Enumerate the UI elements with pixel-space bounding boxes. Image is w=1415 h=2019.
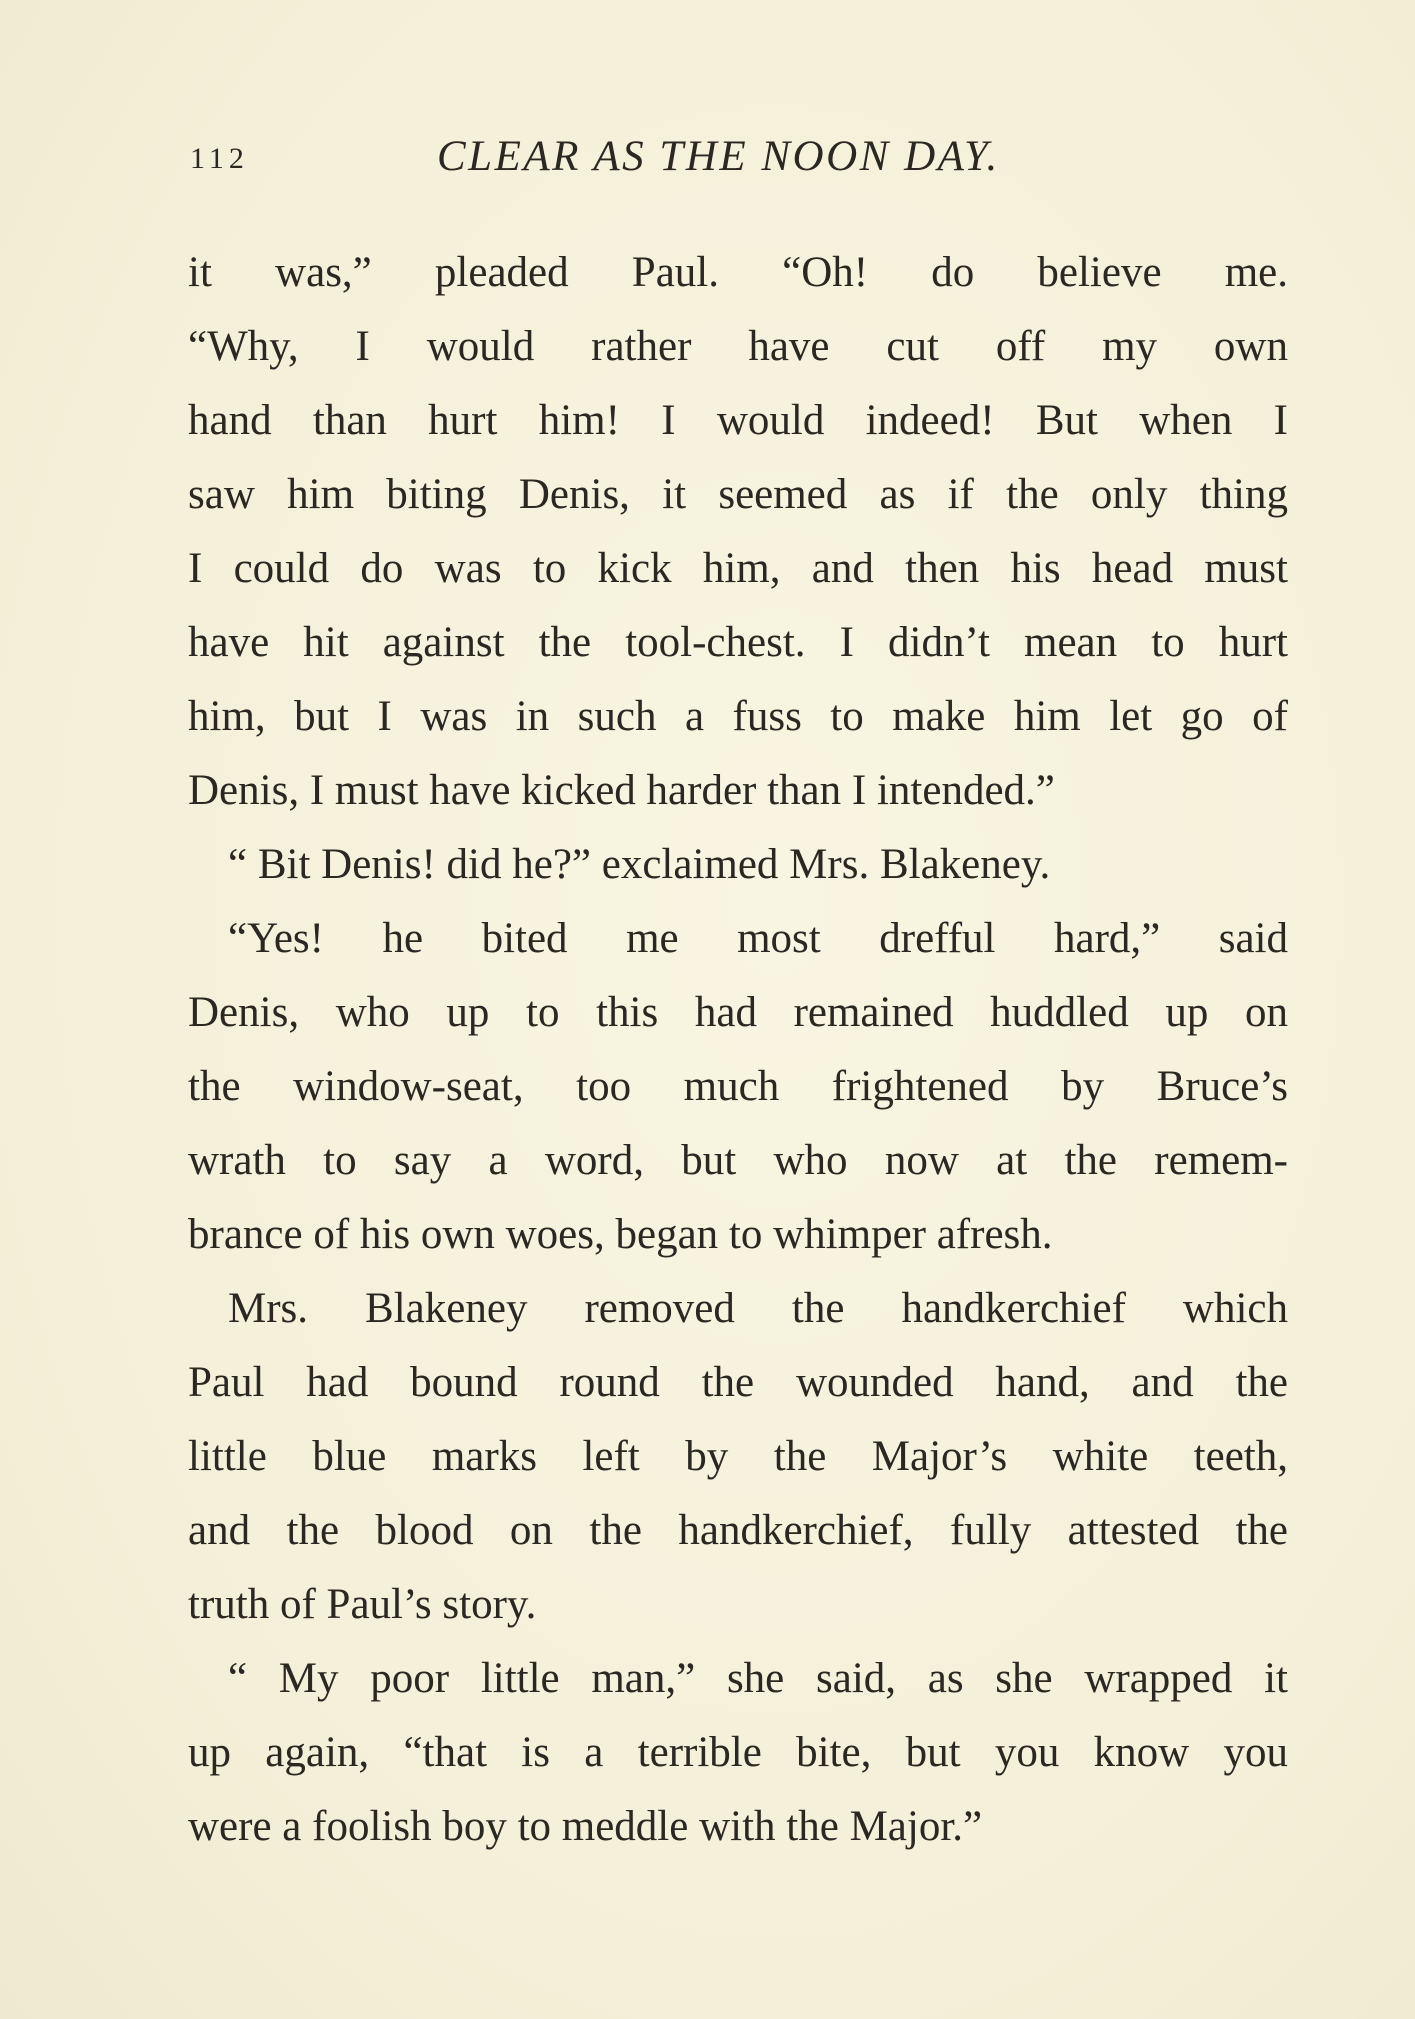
text-line: Denis, who up to this had remained huddled up on	[188, 989, 1288, 1036]
text-line: saw him biting Denis, it seemed as if the only thing	[188, 471, 1288, 518]
text-line: up again, “that is a terrible bite, but you know you	[188, 1729, 1288, 1776]
text-line: “Why, I would rather have cut off my own	[188, 323, 1288, 370]
text-line: “Yes! he bited me most drefful hard,” said	[228, 915, 1288, 962]
page-number: 112	[190, 142, 249, 175]
page-header	[190, 132, 1290, 182]
text-line: brance of his own woes, began to whimper afresh.	[188, 1211, 1053, 1258]
text-line: Paul had bound round the wounded hand, and the	[188, 1359, 1288, 1406]
text-line: hand than hurt him! I would indeed! But when I	[188, 397, 1288, 444]
text-line: have hit against the tool-chest. I didn’t mean to hurt	[188, 619, 1288, 666]
text-line: truth of Paul’s story.	[188, 1581, 537, 1628]
text-line: Mrs. Blakeney removed the handkerchief which	[228, 1285, 1288, 1332]
text-line: “ Bit Denis! did he?” exclaimed Mrs. Blakeney.	[228, 841, 1051, 888]
text-line: it was,” pleaded Paul. “Oh! do believe me.	[188, 249, 1288, 296]
text-line: were a foolish boy to meddle with the Major.”	[188, 1803, 983, 1850]
running-title: CLEAR AS THE NOON DAY.	[437, 133, 1000, 180]
text-line: “ My poor little man,” she said, as she wrapped it	[228, 1655, 1288, 1702]
body-text	[188, 236, 1288, 1864]
text-line: little blue marks left by the Major’s white teeth,	[188, 1433, 1288, 1480]
text-line: the window-seat, too much frightened by Bruce’s	[188, 1063, 1288, 1110]
text-line: Denis, I must have kicked harder than I intended.”	[188, 767, 1055, 814]
text-line: and the blood on the handkerchief, fully attested the	[188, 1507, 1288, 1554]
text-line: wrath to say a word, but who now at the remem-	[188, 1137, 1288, 1184]
text-line: him, but I was in such a fuss to make him let go of	[188, 693, 1288, 740]
text-line: I could do was to kick him, and then his head must	[188, 545, 1288, 592]
